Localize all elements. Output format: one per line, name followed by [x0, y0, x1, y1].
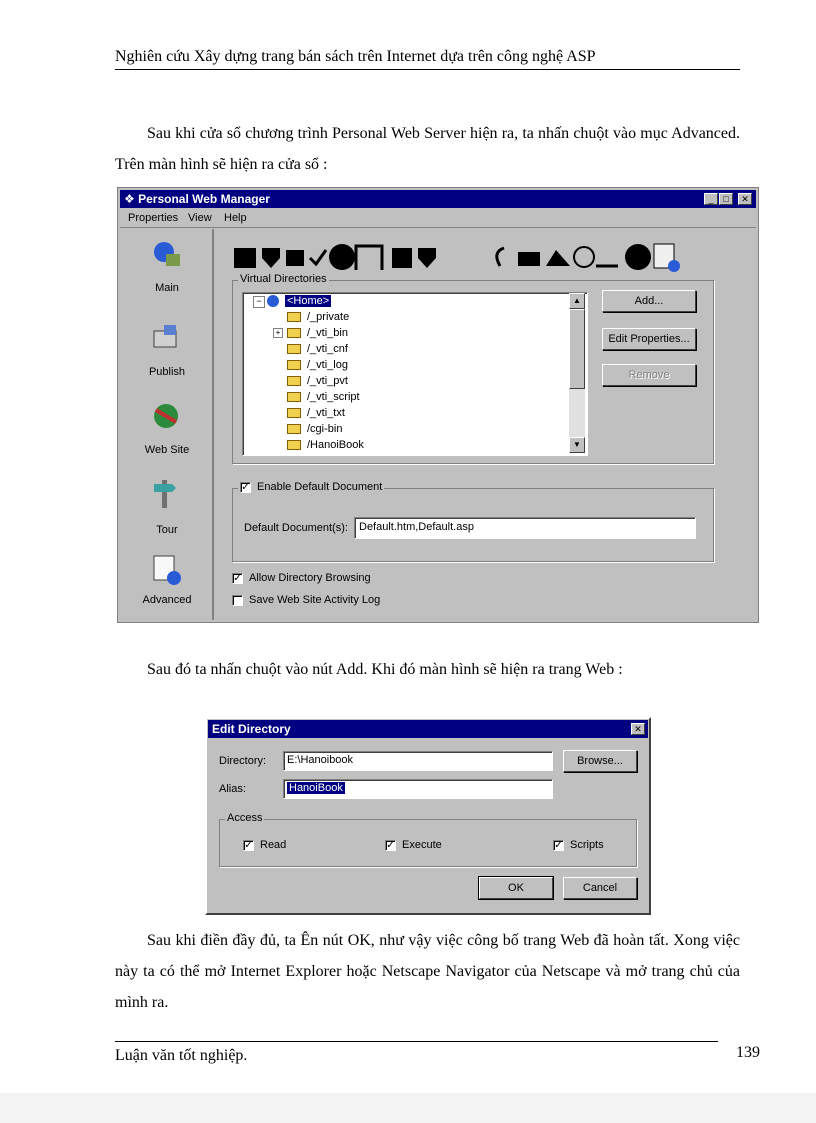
folder-icon	[287, 344, 301, 354]
browse-button[interactable]: Browse...	[563, 750, 637, 772]
access-label: Access	[227, 812, 263, 824]
publish-icon[interactable]	[150, 323, 182, 355]
page-header: Nghiên cứu Xây dựng trang bán sách trên Internet dựa trên công nghệ ASP	[115, 48, 596, 65]
read-label: Read	[260, 839, 287, 851]
footer-rule	[115, 1041, 718, 1042]
toolbar-icons	[234, 242, 714, 275]
edit-directory-titlebar	[208, 720, 648, 738]
save-log-label: Save Web Site Activity Log	[249, 594, 381, 606]
alias-label: Alias:	[219, 783, 246, 795]
allow-browsing-label: Allow Directory Browsing	[249, 572, 371, 584]
paragraph-1: Sau khi cửa sổ chương trình Personal Web Server hiện ra, ta nhấn chuột vào mục Advanced. Trên màn hình sẽ hiện ra cửa sổ :	[115, 125, 740, 173]
scripts-row[interactable]	[553, 839, 604, 851]
alias-value: HanoiBook	[289, 782, 343, 794]
minimize-icon[interactable]: _	[704, 193, 718, 205]
enable-default-document-label: Enable Default Document	[257, 481, 383, 493]
cancel-button[interactable]: Cancel	[563, 877, 637, 899]
advanced-icon[interactable]	[150, 554, 182, 586]
paragraph-3: Sau khi điền đầy đủ, ta Ên nút OK, như vậy việc công bố trang Web đã hoàn tất. Xong việc này ta có thể mở Internet Explorer hoặc Netscape Navigator của Netscape và mở trang chủ của mình ra.	[115, 932, 740, 1011]
nav-publish[interactable]: Publish	[148, 366, 186, 378]
folder-icon	[287, 360, 301, 370]
scripts-checkbox[interactable]: ✓	[554, 839, 563, 851]
ok-button[interactable]: OK	[479, 877, 553, 899]
menu-properties[interactable]: Properties	[128, 212, 179, 224]
scroll-up-icon[interactable]: ▲	[569, 293, 585, 309]
alias-input[interactable]	[283, 779, 553, 799]
tree-item[interactable]: /_vti_log	[307, 359, 348, 371]
tree-item[interactable]: /HanoiBook	[307, 439, 364, 451]
header-rule	[115, 69, 740, 70]
default-document-input[interactable]: Default.htm,Default.asp	[354, 517, 696, 539]
virtual-directories-label: Virtual Directories	[240, 273, 327, 285]
tree-item[interactable]: /_vti_bin	[307, 327, 348, 339]
personal-web-manager-window	[117, 187, 759, 623]
default-document-label: Default Document(s):	[244, 522, 348, 534]
tour-icon[interactable]	[150, 478, 182, 510]
page-number: 139	[736, 1044, 760, 1061]
folder-icon	[287, 408, 301, 418]
pwm-titlebar	[120, 190, 756, 208]
collapse-icon[interactable]: −	[253, 296, 265, 308]
nav-tour[interactable]: Tour	[156, 524, 178, 536]
folder-icon	[287, 392, 301, 402]
save-log-row[interactable]	[232, 594, 380, 606]
read-row[interactable]	[243, 839, 286, 851]
menu-view[interactable]: View	[188, 212, 212, 224]
directory-input[interactable]: E:\Hanoibook	[283, 751, 553, 771]
tree-item[interactable]: /_vti_txt	[307, 407, 345, 419]
edit-directory-dialog	[205, 717, 651, 915]
page-bottom-strip	[0, 1093, 816, 1123]
nav-web-site[interactable]: Web Site	[144, 444, 190, 456]
scroll-down-icon[interactable]: ▼	[569, 437, 585, 453]
save-log-checkbox[interactable]	[232, 595, 243, 606]
tree-item-home[interactable]: <Home>	[287, 295, 330, 307]
folder-icon	[287, 328, 301, 338]
execute-checkbox[interactable]: ✓	[386, 839, 395, 851]
directory-tree[interactable]	[242, 292, 588, 456]
tree-item[interactable]: /_vti_cnf	[307, 343, 348, 355]
edit-properties-button[interactable]: Edit Properties...	[602, 328, 696, 350]
allow-browsing-checkbox[interactable]: ✓	[233, 572, 242, 584]
folder-icon	[287, 312, 301, 322]
edit-directory-title: Edit Directory	[212, 722, 291, 736]
tree-item[interactable]: /cgi-bin	[307, 423, 343, 435]
tree-item[interactable]: /_private	[307, 311, 350, 323]
directory-label: Directory:	[219, 755, 267, 767]
web-site-icon[interactable]	[150, 400, 182, 432]
enable-default-document-checkbox[interactable]: ✓	[241, 481, 250, 493]
expand-icon[interactable]: +	[273, 328, 283, 338]
nav-main[interactable]: Main	[155, 282, 179, 294]
scroll-thumb[interactable]	[569, 309, 585, 389]
paragraph-2: Sau đó ta nhấn chuột vào nút Add. Khi đó màn hình sẽ hiện ra trang Web :	[147, 661, 623, 678]
enable-default-document-row[interactable]	[238, 481, 384, 493]
folder-icon	[287, 424, 301, 434]
add-button[interactable]: Add...	[602, 290, 696, 312]
execute-row[interactable]	[385, 839, 442, 851]
tree-item[interactable]: /_vti_script	[307, 391, 360, 403]
maximize-icon[interactable]: □	[719, 193, 733, 205]
allow-browsing-row[interactable]	[232, 572, 371, 584]
folder-icon	[287, 376, 301, 386]
nav-advanced[interactable]: Advanced	[142, 594, 192, 606]
menu-help[interactable]: Help	[224, 212, 247, 224]
footer-text: Luận văn tốt nghiệp.	[115, 1047, 248, 1064]
folder-icon	[287, 440, 301, 450]
dialog-close-icon[interactable]: ✕	[631, 723, 645, 735]
main-icon[interactable]	[150, 238, 182, 270]
remove-button[interactable]: Remove	[602, 364, 696, 386]
menu-divider	[120, 227, 756, 228]
read-checkbox[interactable]: ✓	[244, 839, 253, 851]
pwm-title: Personal Web Manager	[138, 192, 270, 206]
pwm-app-icon: ❖	[124, 192, 135, 206]
close-icon[interactable]: ✕	[738, 193, 752, 205]
tree-item[interactable]: /_vti_pvt	[307, 375, 348, 387]
home-globe-icon	[267, 295, 279, 307]
execute-label: Execute	[402, 839, 442, 851]
scripts-label: Scripts	[570, 839, 604, 851]
